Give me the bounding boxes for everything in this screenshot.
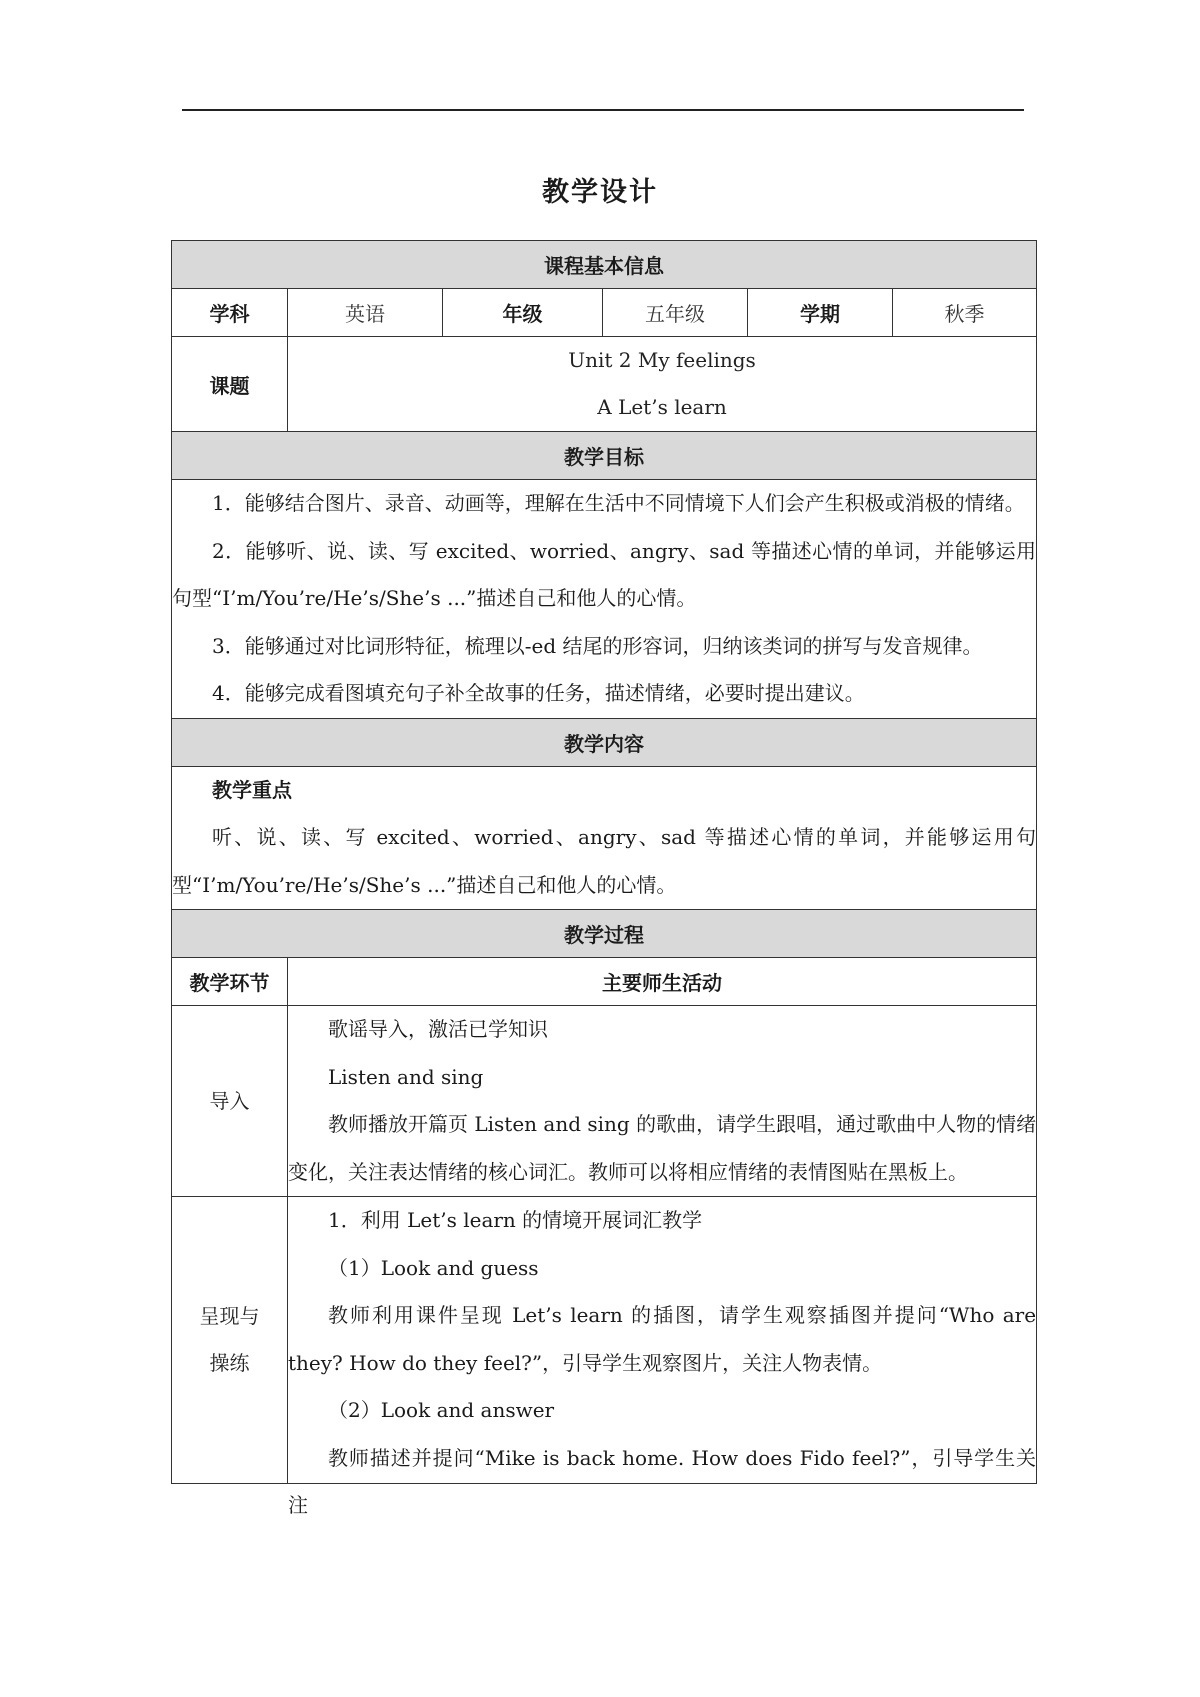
objectives-header: 教学目标 <box>172 432 1037 480</box>
stage-name: 导入 <box>172 1006 288 1197</box>
activity-line: 教师描述并提问“Mike is back home. How does Fido feel?”，引导学生关注 <box>288 1445 1037 1517</box>
stage-name-line-1: 呈现与 <box>199 1304 260 1328</box>
lesson-plan-table <box>171 240 1037 1517</box>
objective-item: 1．能够结合图片、录音、动画等，理解在生活中不同情境下人们会产生积极或消极的情绪。 <box>212 491 1025 515</box>
subject-value: 英语 <box>288 289 443 337</box>
activity-line: 歌谣导入，激活已学知识 <box>328 1017 548 1041</box>
topic-value <box>288 337 1037 432</box>
content-header-row <box>172 718 1037 766</box>
subject-label: 学科 <box>172 289 288 337</box>
objective-item: 2．能够听、说、读、写 excited、worried、angry、sad 等描述心情的单词，并能够运用句型“I’m/You’re/He’s/She’s ...”描述自己和他人的心情。 <box>172 538 1037 610</box>
grade-value: 五年级 <box>603 289 748 337</box>
stage-name-line-2: 操练 <box>209 1351 250 1375</box>
activity-line: 1．利用 Let’s learn 的情境开展词汇教学 <box>328 1208 703 1232</box>
content-row <box>172 766 1037 910</box>
document-title: 教学设计 <box>542 177 658 208</box>
term-label: 学期 <box>748 289 893 337</box>
activity-line: （1）Look and guess <box>328 1255 539 1280</box>
term-value: 秋季 <box>893 289 1037 337</box>
process-header-row <box>172 910 1037 958</box>
objective-item: 3．能够通过对比词形特征，梳理以-ed 结尾的形容词，归纳该类词的拼写与发音规律。 <box>212 633 983 658</box>
activity-column-header: 主要师生活动 <box>288 958 1037 1006</box>
stage-activities <box>288 1006 1037 1197</box>
grade-label: 年级 <box>443 289 603 337</box>
basic-info-header: 课程基本信息 <box>172 241 1037 289</box>
stage-activities <box>288 1197 1037 1517</box>
content-body <box>172 766 1037 910</box>
stage-row-presentation <box>172 1197 1037 1484</box>
objectives-row <box>172 480 1037 719</box>
stage-row-intro <box>172 1006 1037 1197</box>
content-header: 教学内容 <box>172 718 1037 766</box>
stage-name <box>172 1197 288 1484</box>
stage-column-header: 教学环节 <box>172 958 288 1006</box>
objectives-body <box>172 480 1037 719</box>
objectives-header-row <box>172 432 1037 480</box>
activity-line: 教师利用课件呈现 Let’s learn 的插图，请学生观察插图并提问“Who are they? How do they feel?”，引导学生观察图片，关注人物表情。 <box>288 1303 1037 1375</box>
focus-label: 教学重点 <box>212 777 292 802</box>
activity-line: 教师播放开篇页 Listen and sing 的歌曲，请学生跟唱，通过歌曲中人物的情绪变化，关注表达情绪的核心词汇。教师可以将相应情绪的表情图贴在黑板上。 <box>288 1112 1037 1184</box>
topic-line-2: A Let’s learn <box>597 395 727 419</box>
stage-activities-clip <box>288 1197 1037 1517</box>
activity-line: （2）Look and answer <box>328 1398 555 1422</box>
focus-text: 听、说、读、写 excited、worried、angry、sad 等描述心情的单词，并能够运用句型“I’m/You’re/He’s/She’s ...”描述自己和他人的心情。 <box>172 825 1037 897</box>
objective-item: 4．能够完成看图填充句子补全故事的任务，描述情绪，必要时提出建议。 <box>212 681 865 705</box>
topic-line-1: Unit 2 My feelings <box>568 348 756 372</box>
topic-label: 课题 <box>172 337 288 432</box>
activity-line: Listen and sing <box>328 1064 484 1089</box>
header-rule <box>182 109 1024 111</box>
basic-info-row <box>172 289 1037 337</box>
process-header: 教学过程 <box>172 910 1037 958</box>
process-columns-row <box>172 958 1037 1006</box>
topic-row <box>172 337 1037 432</box>
basic-info-header-row <box>172 241 1037 289</box>
